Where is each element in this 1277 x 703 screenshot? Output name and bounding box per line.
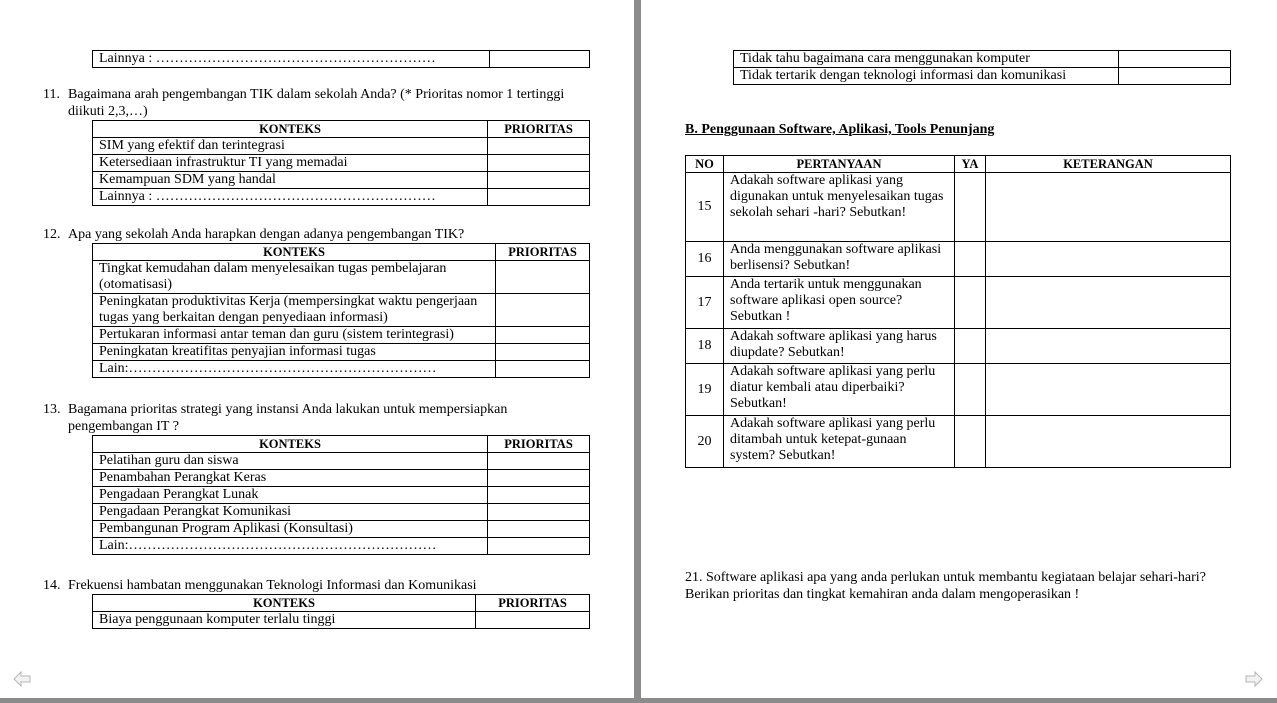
table-row	[686, 242, 1231, 277]
ya-cell	[955, 364, 986, 416]
column-header: PRIORITAS	[496, 244, 590, 261]
question-text: Software aplikasi apa yang anda perlukan untuk membantu kegiataan belajar sehari-hari? Berikan prioritas dan tingkat kemahiran anda dalam mengoperasikan !	[685, 570, 1206, 602]
keterangan-cell	[986, 416, 1231, 468]
next-page-button[interactable]	[1244, 670, 1264, 688]
ya-cell	[955, 242, 986, 277]
table-cell: Biaya penggunaan komputer terlalu tinggi	[93, 612, 476, 629]
table-row	[734, 51, 1231, 68]
table-cell: Lainnya : ……………………………………………………	[93, 51, 490, 68]
question-cell: Adakah software aplikasi yang harus diupdate? Sebutkan!	[724, 329, 955, 364]
table-cell: Kemampuan SDM yang handal	[93, 172, 488, 189]
keterangan-cell	[986, 242, 1231, 277]
ya-cell	[955, 173, 986, 242]
question-cell: Adakah software aplikasi yang perlu ditambah untuk ketepat-gunaan system? Sebutkan!	[724, 416, 955, 468]
table-row	[93, 51, 590, 68]
question-14	[43, 577, 583, 594]
table-cell	[488, 487, 590, 504]
table-cell	[488, 521, 590, 538]
question-text: Apa yang sekolah Anda harapkan dengan adanya pengembangan TIK?	[68, 227, 465, 242]
table-row	[93, 487, 590, 504]
row-number: 20	[686, 416, 724, 468]
table-cell	[488, 138, 590, 155]
table-cell	[496, 294, 590, 327]
table-row	[93, 612, 590, 629]
table-row	[686, 277, 1231, 329]
ya-cell	[955, 416, 986, 468]
row-number: 18	[686, 329, 724, 364]
question-text: Frekuensi hambatan menggunakan Teknologi Informasi dan Komunikasi	[68, 578, 477, 593]
table-row	[93, 361, 590, 378]
table-row	[93, 138, 590, 155]
question-text: Bagaimana arah pengembangan TIK dalam sekolah Anda? (* Prioritas nomor 1 tertinggi diikuti 2,3,…)	[68, 87, 565, 119]
left-page	[0, 0, 634, 698]
table-row	[93, 189, 590, 206]
table-row	[686, 329, 1231, 364]
page-gutter	[634, 0, 641, 703]
column-header: PERTANYAAN	[724, 156, 955, 173]
table-row	[686, 173, 1231, 242]
table-row	[686, 416, 1231, 468]
table-cell	[488, 504, 590, 521]
column-header: NO	[686, 156, 724, 173]
question-13	[43, 401, 583, 435]
question-number: 14.	[43, 578, 61, 593]
table-cell: Pengadaan Perangkat Lunak	[93, 487, 488, 504]
column-header: YA	[955, 156, 986, 173]
table-cell	[488, 453, 590, 470]
table-cell: Tidak tahu bagaimana cara menggunakan komputer	[734, 51, 1119, 68]
table-cell	[476, 612, 590, 629]
question-11	[43, 86, 583, 120]
table-cell: Peningkatan produktivitas Kerja (mempersingkat waktu pengerjaan tugas yang berkaitan dengan penyediaan informasi)	[93, 294, 496, 327]
table-cell: Penambahan Perangkat Keras	[93, 470, 488, 487]
question-number: 12.	[43, 227, 61, 242]
q12-table	[92, 243, 590, 378]
column-header: KETERANGAN	[986, 156, 1231, 173]
question-number: 11.	[43, 87, 60, 102]
keterangan-cell	[986, 329, 1231, 364]
table-row	[93, 344, 590, 361]
bottom-scroll-edge	[0, 698, 1277, 703]
column-header: KONTEKS	[93, 121, 488, 138]
table-row	[93, 155, 590, 172]
arrow-right-icon	[1244, 670, 1264, 688]
question-text: Bagamana prioritas strategi yang instansi Anda lakukan untuk mempersiapkan pengembangan IT ?	[68, 402, 508, 434]
keterangan-cell	[986, 364, 1231, 416]
table-cell: Tidak tertarik dengan teknologi informasi dan komunikasi	[734, 68, 1119, 85]
row-number: 15	[686, 173, 724, 242]
question-21	[685, 569, 1225, 603]
table-cell	[490, 51, 590, 68]
table-row	[93, 327, 590, 344]
section-b-table	[685, 155, 1231, 468]
table-cell	[488, 538, 590, 555]
table-cell: Peningkatan kreatifitas penyajian informasi tugas	[93, 344, 496, 361]
q13-table	[92, 435, 590, 555]
column-header: PRIORITAS	[476, 595, 590, 612]
table-row	[93, 470, 590, 487]
table-cell: Lainnya : ……………………………………………………	[93, 189, 488, 206]
row-number: 19	[686, 364, 724, 416]
column-header: KONTEKS	[93, 595, 476, 612]
table-cell	[488, 172, 590, 189]
question-cell: Adakah software aplikasi yang digunakan untuk menyelesaikan tugas sekolah sehari -hari? Sebutkan!	[724, 173, 955, 242]
table-row	[734, 68, 1231, 85]
keterangan-cell	[986, 173, 1231, 242]
section-b-heading: B. Penggunaan Software, Aplikasi, Tools Penunjang	[685, 122, 995, 137]
row-number: 16	[686, 242, 724, 277]
table-cell: Pembangunan Program Aplikasi (Konsultasi)	[93, 521, 488, 538]
question-12	[43, 226, 583, 243]
column-header: PRIORITAS	[488, 121, 590, 138]
table-cell: Ketersediaan infrastruktur TI yang memadai	[93, 155, 488, 172]
prev-page-button[interactable]	[12, 670, 32, 688]
table-row	[93, 453, 590, 470]
column-header: PRIORITAS	[488, 436, 590, 453]
table-row	[93, 294, 590, 327]
q14-continued-table	[733, 50, 1231, 85]
q11-table	[92, 120, 590, 206]
table-cell: Lain:…………………………………………………………	[93, 361, 496, 378]
question-cell: Anda menggunakan software aplikasi berlisensi? Sebutkan!	[724, 242, 955, 277]
question-number: 13.	[43, 402, 61, 417]
column-header: KONTEKS	[93, 244, 496, 261]
table-cell: Pengadaan Perangkat Komunikasi	[93, 504, 488, 521]
table-cell: Lain:…………………………………………………………	[93, 538, 488, 555]
arrow-left-icon	[12, 670, 32, 688]
table-cell	[488, 189, 590, 206]
table-cell: SIM yang efektif dan terintegrasi	[93, 138, 488, 155]
table-cell	[496, 344, 590, 361]
right-page	[641, 0, 1277, 698]
table-cell	[1119, 51, 1231, 68]
column-header: KONTEKS	[93, 436, 488, 453]
table-row	[686, 364, 1231, 416]
table-row	[93, 504, 590, 521]
question-cell: Anda tertarik untuk menggunakan software aplikasi open source? Sebutkan !	[724, 277, 955, 329]
table-row	[93, 521, 590, 538]
ya-cell	[955, 329, 986, 364]
table-row	[93, 538, 590, 555]
keterangan-cell	[986, 277, 1231, 329]
table-cell	[496, 327, 590, 344]
table-cell	[488, 155, 590, 172]
table-cell	[496, 361, 590, 378]
row-number: 17	[686, 277, 724, 329]
table-row	[93, 172, 590, 189]
table-cell: Pertukaran informasi antar teman dan guru (sistem terintegrasi)	[93, 327, 496, 344]
question-number: 21.	[685, 570, 703, 585]
question-cell: Adakah software aplikasi yang perlu diatur kembali atau diperbaiki? Sebutkan!	[724, 364, 955, 416]
table-cell	[1119, 68, 1231, 85]
table-cell: Tingkat kemudahan dalam menyelesaikan tugas pembelajaran (otomatisasi)	[93, 261, 496, 294]
table-row	[93, 261, 590, 294]
ya-cell	[955, 277, 986, 329]
q10-table	[92, 50, 590, 68]
table-cell	[496, 261, 590, 294]
table-cell: Pelatihan guru dan siswa	[93, 453, 488, 470]
table-cell	[488, 470, 590, 487]
q14-table	[92, 594, 590, 629]
